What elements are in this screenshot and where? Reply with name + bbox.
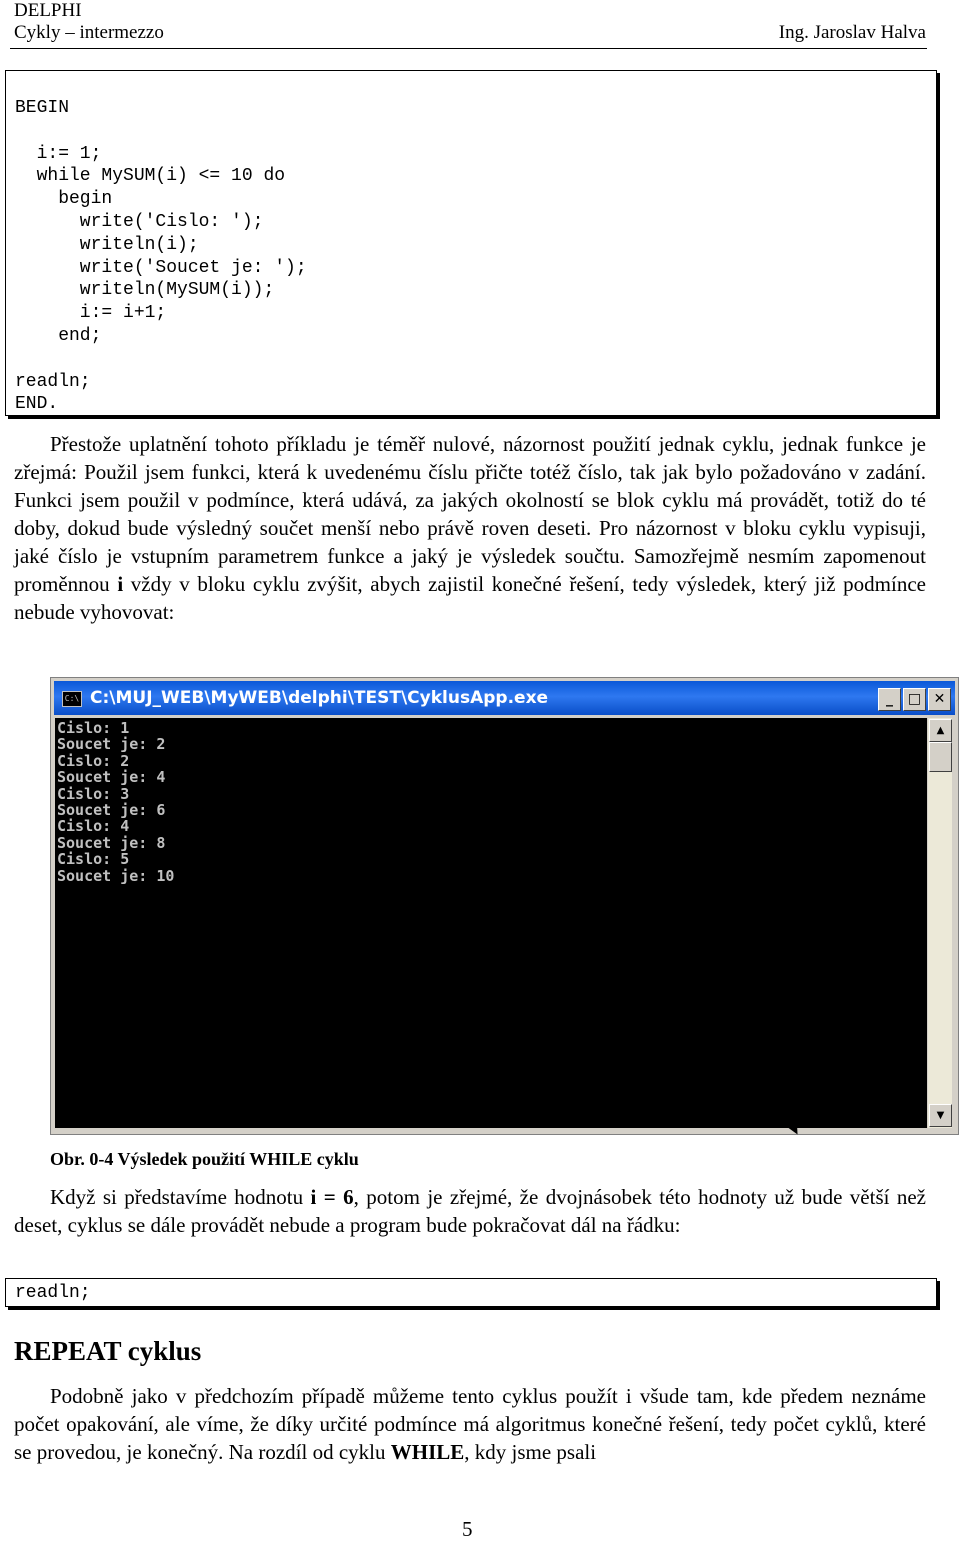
paragraph-text: , potom je zřejmé, že dvojnásobek této hodnoty už bude větší než deset, cyklus se dále provádět nebude a program bude pokračovat dál na řádku: [14, 1185, 926, 1237]
minimize-button[interactable]: _ [878, 688, 901, 711]
console-window [50, 677, 959, 1135]
scroll-down-button[interactable]: ▼ [929, 1104, 952, 1127]
console-icon: C:\ [62, 691, 82, 707]
scroll-thumb[interactable] [929, 742, 952, 772]
paragraph-condition [14, 1183, 926, 1239]
close-button[interactable]: ✕ [928, 688, 951, 711]
maximize-button[interactable]: □ [903, 688, 926, 711]
console-titlebar [54, 681, 955, 715]
paragraph-text: Když si představíme hodnotu [50, 1185, 311, 1209]
paragraph-text: vždy v bloku cyklu zvýšit, abych zajistil konečné řešení, tedy výsledek, který již podmínce nebude vyhovovat: [14, 572, 926, 624]
section-heading: REPEAT cyklus [14, 1336, 202, 1366]
paragraph-explanation [14, 430, 926, 626]
code-block-readln [5, 1278, 937, 1307]
paragraph-bold: i = 6 [310, 1185, 354, 1209]
scroll-up-button[interactable]: ▲ [929, 719, 952, 742]
console-scrollbar[interactable] [928, 718, 952, 1128]
header-author: Ing. Jaroslav Halva [778, 22, 926, 43]
figure-caption: Obr. 0-4 Výsledek použití WHILE cyklu [50, 1149, 359, 1169]
paragraph-text: Přestože uplatnění tohoto příkladu je téměř nulové, názornost použití jednak cyklu, jednak funkce je zřejmá: Použil jsem funkci, která k uvedenému číslu přičte totéž číslo, tak jak bylo požadováno v zadání. Funkci jsem použil v podmínce, která udává, za jakých okolností se blok cyklu má provádět, totiž do té doby, dokud bude výsledný součet menší nebo právě roven deseti. Pro názornost v bloku cyklu vypisuji, jaké číslo je vstupním parametrem funkce a jaký je výsledek součtu. Samozřejmě nesmím zapomenout proměnnou [14, 432, 926, 596]
code-text: readln; [15, 1283, 91, 1303]
paragraph-text: , kdy jsme psali [464, 1440, 597, 1464]
paragraph-text: Podobně jako v předchozím případě můžeme tento cyklus použít i všude tam, kde předem neznáme počet opakování, ale víme, že díky určité podmínce má algoritmus konečné řešení, tedy počet cyklů, které se provedou, je konečný. Na rozdíl od cyklu [14, 1384, 926, 1464]
code-text: BEGIN i:= 1; while MySUM(i) <= 10 do begin write('Cislo: '); writeln(i); write('Soucet je: '); writeln(MySUM(i)); i:= i+1; end; readln; END. [15, 98, 307, 415]
header-rule [10, 48, 927, 49]
console-output: Cislo: 1 Soucet je: 2 Cislo: 2 Soucet je: 4 Cislo: 3 Soucet je: 6 Cislo: 4 Soucet je: 8 Cislo: 5 Soucet je: 10 [57, 719, 175, 885]
console-screen[interactable] [55, 718, 927, 1128]
paragraph-bold: WHILE [390, 1440, 465, 1464]
header-subtitle: Cykly – intermezzo [14, 22, 164, 43]
paragraph-bold: i [117, 572, 124, 596]
header-title: DELPHI [14, 0, 82, 21]
console-title: C:\MUJ_WEB\MyWEB\delphi\TEST\CyklusApp.exe [90, 688, 549, 708]
code-block-while [5, 70, 937, 416]
page-number: 5 [462, 1517, 473, 1541]
paragraph-repeat [14, 1382, 926, 1466]
